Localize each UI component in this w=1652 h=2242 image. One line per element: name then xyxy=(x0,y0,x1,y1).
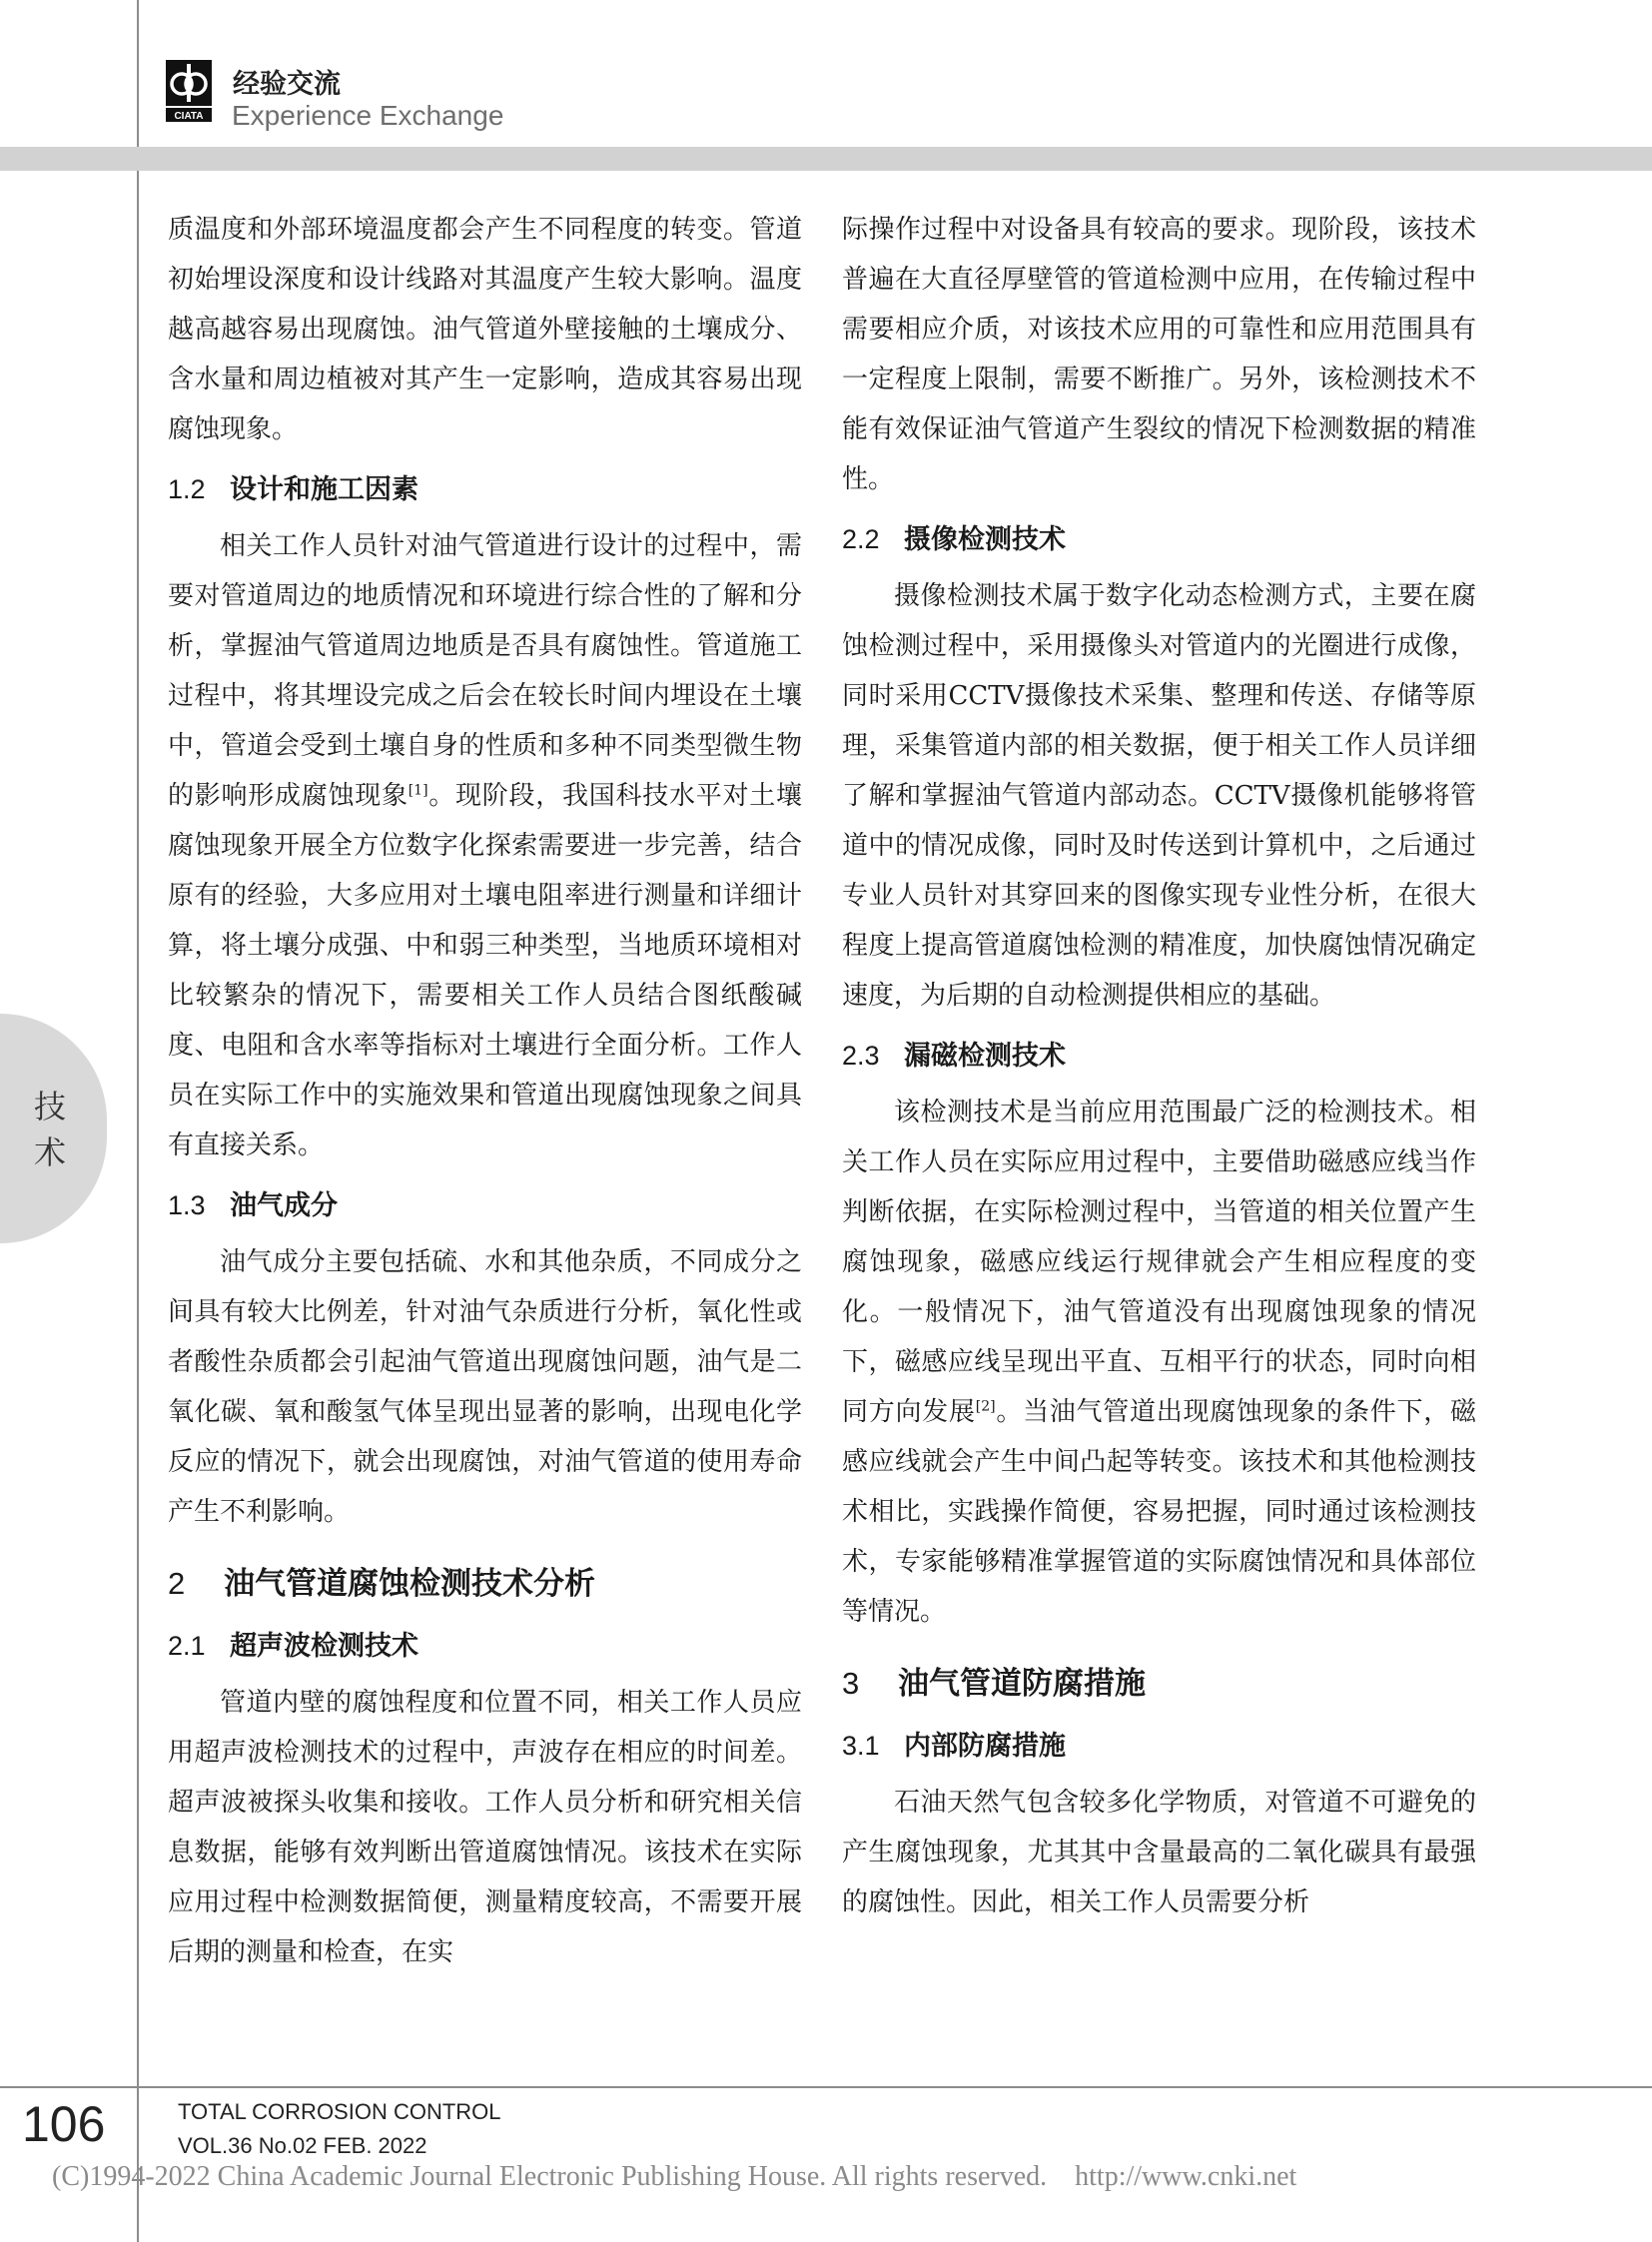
citation-ref: [1] xyxy=(408,782,428,799)
section-title-cn: 经验交流 xyxy=(233,69,341,100)
heading-number: 2.2 xyxy=(842,524,880,554)
heading-number: 2 xyxy=(168,1566,186,1601)
heading-title: 油气成分 xyxy=(230,1190,338,1221)
left-column xyxy=(168,205,802,1977)
heading-3 xyxy=(842,1657,1476,1711)
heading-2-1 xyxy=(168,1623,802,1670)
logo-text: CIATA xyxy=(174,111,204,122)
journal-volume: VOL.36 No.02 FEB. 2022 xyxy=(178,2133,427,2158)
header-band xyxy=(0,147,1652,171)
heading-title: 漏磁检测技术 xyxy=(904,1041,1066,1072)
paragraph: 际操作过程中对设备具有较高的要求。现阶段，该技术普遍在大直径厚壁管的管道检测中应用，在传输过程中需要相应介质，对该技术应用的可靠性和应用范围具有一定程度上限制，需要不断推广。另外，该检测技术不能有效保证油气管道产生裂纹的情况下检测数据的精准性。 xyxy=(842,215,1476,494)
heading-title: 内部防腐措施 xyxy=(904,1731,1066,1762)
footer-rule xyxy=(0,2086,1652,2088)
paragraph: 摄像检测技术属于数字化动态检测方式，主要在腐蚀检测过程中，采用摄像头对管道内的光圈进行成像，同时采用CCTV摄像技术采集、整理和传送、存储等原理，采集管道内部的相关数据，便于相关工作人员详细了解和掌握油气管道内部动态。CCTV摄像机能够将管道中的情况成像，同时及时传送到计算机中，之后通过专业人员针对其穿回来的图像实现专业性分析，在很大程度上提高管道腐蚀检测的精准度，加快腐蚀情况确定速度，为后期的自动检测提供相应的基础。 xyxy=(842,581,1476,1011)
paragraph: 管道内壁的腐蚀程度和位置不同，相关工作人员应用超声波检测技术的过程中，声波存在相应的时间差。超声波被探头收集和接收。工作人员分析和研究相关信息数据，能够有效判断出管道腐蚀情况。该技术在实际应用过程中检测数据简便，测量精度较高，不需要开展后期的测量和检查，在实 xyxy=(168,1688,802,1967)
heading-3-1 xyxy=(842,1723,1476,1770)
heading-title: 油气管道防腐措施 xyxy=(898,1666,1146,1702)
journal-name: TOTAL CORROSION CONTROL xyxy=(178,2099,501,2124)
heading-1-3 xyxy=(168,1182,802,1229)
heading-title: 超声波检测技术 xyxy=(230,1631,418,1662)
heading-2 xyxy=(168,1557,802,1611)
paragraph: 质温度和外部环境温度都会产生不同程度的转变。管道初始埋设深度和设计线路对其温度产生较大影响。温度越高越容易出现腐蚀。油气管道外壁接触的土壤成分、含水量和周边植被对其产生一定影响，造成其容易出现腐蚀现象。 xyxy=(168,215,802,444)
heading-title: 设计和施工因素 xyxy=(230,474,418,505)
paragraph xyxy=(168,521,802,1170)
heading-title: 摄像检测技术 xyxy=(904,524,1066,555)
paragraph: 石油天然气包含较多化学物质，对管道不可避免的产生腐蚀现象，尤其其中含量最高的二氧化碳具有最强的腐蚀性。因此，相关工作人员需要分析 xyxy=(842,1788,1476,1917)
paragraph-text: 。当油气管道出现腐蚀现象的条件下，磁感应线就会产生中间凸起等转变。该技术和其他检测技术相比，实践操作简便，容易把握，同时通过该检测技术，专家能够精准掌握管道的实际腐蚀情况和具体部位等情况。 xyxy=(842,1397,1476,1627)
heading-number: 3 xyxy=(842,1666,860,1701)
vertical-rule xyxy=(137,0,139,2242)
ciata-logo xyxy=(166,60,212,122)
heading-number: 1.2 xyxy=(168,474,206,504)
heading-2-2 xyxy=(842,516,1476,563)
citation-ref: [2] xyxy=(975,1398,996,1415)
section-title-en: Experience Exchange xyxy=(232,100,504,131)
heading-number: 1.3 xyxy=(168,1190,206,1220)
heading-number: 3.1 xyxy=(842,1731,880,1761)
paragraph: 油气成分主要包括硫、水和其他杂质，不同成分之间具有较大比例差，针对油气杂质进行分析，氧化性或者酸性杂质都会引起油气管道出现腐蚀问题，油气是二氧化碳、氧和酸氢气体呈现出显著的影响，出现电化学反应的情况下，就会出现腐蚀，对油气管道的使用寿命产生不利影响。 xyxy=(168,1247,802,1527)
paragraph-text: 。现阶段，我国科技水平对土壤腐蚀现象开展全方位数字化探索需要进一步完善，结合原有的经验，大多应用对土壤电阻率进行测量和详细计算，将土壤分成强、中和弱三种类型，当地质环境相对比较繁杂的情况下，需要相关工作人员结合图纸酸碱度、电阻和含水率等指标对土壤进行全面分析。工作人员在实际工作中的实施效果和管道出现腐蚀现象之间具有直接关系。 xyxy=(168,781,802,1160)
heading-2-3 xyxy=(842,1033,1476,1080)
right-column xyxy=(842,205,1476,1927)
heading-number: 2.1 xyxy=(168,1631,206,1661)
heading-title: 油气管道腐蚀检测技术分析 xyxy=(224,1566,595,1602)
copyright-line xyxy=(52,2161,1296,2193)
heading-1-2 xyxy=(168,466,802,513)
page-number: 106 xyxy=(22,2096,106,2152)
paragraph-text: 该检测技术是当前应用范围最广泛的检测技术。相关工作人员在实际应用过程中，主要借助磁感应线当作判断依据，在实际检测过程中，当管道的相关位置产生腐蚀现象，磁感应线运行规律就会产生相应程度的变化。一般情况下，油气管道没有出现腐蚀现象的情况下，磁感应线呈现出平直、互相平行的状态，同时向相同方向发展 xyxy=(842,1098,1476,1427)
side-tab-label: 技术 xyxy=(33,1088,66,1171)
heading-number: 2.3 xyxy=(842,1041,880,1071)
paragraph-text: 相关工作人员针对油气管道进行设计的过程中，需要对管道周边的地质情况和环境进行综合性的了解和分析，掌握油气管道周边地质是否具有腐蚀性。管道施工过程中，将其埋设完成之后会在较长时间内埋设在土壤中，管道会受到土壤自身的性质和多种不同类型微生物的影响形成腐蚀现象 xyxy=(168,531,802,811)
paragraph xyxy=(842,1088,1476,1637)
copyright-text: (C)1994-2022 China Academic Journal Electronic Publishing House. All rights reserved. xyxy=(52,2161,1048,2192)
cnki-url[interactable]: http://www.cnki.net xyxy=(1075,2161,1297,2192)
